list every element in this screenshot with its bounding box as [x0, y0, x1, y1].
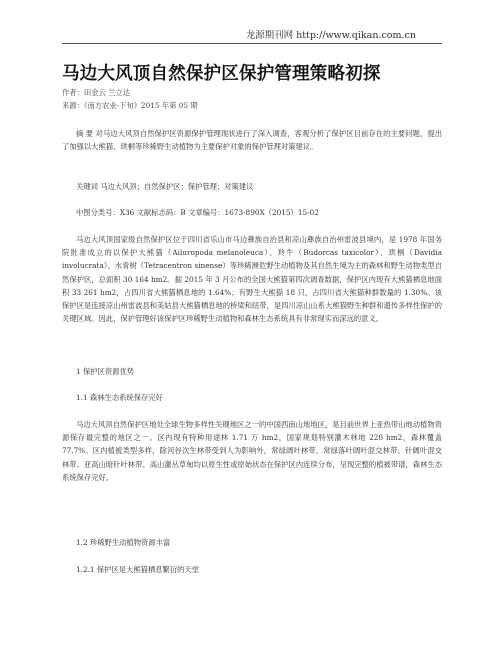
section-1-1-paragraph: 马边大风顶自然保护区地处全球生物多样性关键地区之一的中国西南山地地区，是目前世界上亚热带山地动植物资源保存最完整的地区之一。区内现有特种用途林 1.71 万 hm2，国家规划特别灌木林地 220 hm2，森林覆盖 77.7%。区内植被类型多样，除河谷次生林带受到人为影响外，常绿阔叶林带、常绿落叶阔叶混交林带、针阔叶混交林带、亚高山暗针叶林带、高山灌丛草甸均以原生性或原始状态在保护区内连续分布，呈现完整的植被带谱，森林生态系统保存完好。 [62, 420, 442, 482]
intro-paragraph: 马边大风顶国家级自然保护区位于四川省乐山市马边彝族自治县和凉山彝族自治州雷波县境内，是 1978 年国务院批准成立的以保护大熊猫（Ailuropoda melanoleuca）、羚牛（Budorcas taxicolor）、珙桐（Davidia involucrata）、水青树（Tetracentron sinense）等珍稀濒危野生动植物及其自然生境为主的森林和野生动物类型自然保护区，总面积 30 164 hm2。据 2015 年 3 月公布的全国大熊猫第四次调查数据，保护区内现有大熊猫栖息地面积 33 261 hm2，占四川省大熊猫栖息地的 1.64%；有野生大熊猫 18 只，占四川省大熊猫种群数量的 1.30%。该保护区是连接凉山州雷波县和美姑县大熊猫栖息地的桥梁和纽带，是四川凉山山系大熊猫野生种群和遗传多样性保护的关键区域。因此，保护管理好该保护区珍稀野生动植物和森林生态系统具有非常现实而深远的意义。 [62, 235, 442, 324]
section-heading-1-2: 1.2 珍稀野生动植物资源丰富 [76, 538, 171, 547]
section-heading-1-1: 1.1 森林生态系统保存完好 [76, 393, 163, 402]
section-heading-1-2-1: 1.2.1 保护区是大熊猫栖息繁衍的天堂 [76, 565, 200, 574]
section-heading-1: 1 保护区资源优势 [76, 367, 135, 376]
classification-line: 中图分类号：X36 文献标志码：B 文章编号：1673-890X（2015）15-02 [76, 208, 319, 217]
keywords-line: 关键词 马边大风顶；自然保护区；保护管理；对策建议 [76, 182, 254, 191]
source-line: 来源：《南方农业·下旬》2015 年第 05 期 [62, 101, 198, 110]
site-header: 龙源期刊网 http://www.qikan.com.cn [245, 30, 416, 41]
header-divider [62, 43, 442, 44]
abstract-paragraph: 摘 要 对马边大风顶自然保护区资源保护管理现状进行了深入调查，客观分析了保护区目前存在的主要问题，提出了加强以大熊猫、珙桐等珍稀野生动植物为主要保护对象的保护管理对策建议。 [62, 129, 442, 152]
article-title: 马边大风顶自然保护区保护管理策略初探 [62, 64, 381, 84]
author-line: 作者：田金云 兰立达 [62, 88, 130, 97]
